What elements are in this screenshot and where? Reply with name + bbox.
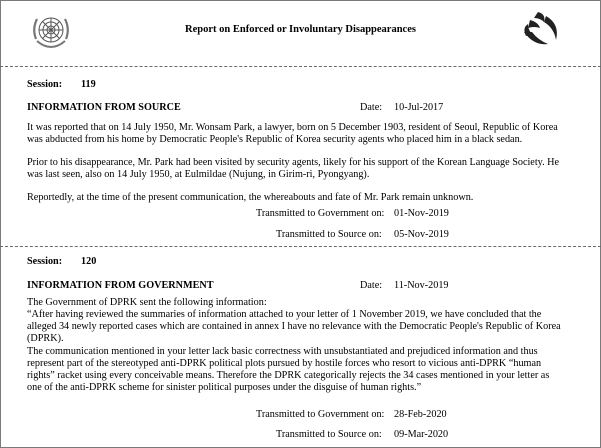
session-label: Session: — [27, 79, 63, 90]
session-label: Session: — [27, 256, 63, 267]
body-line: The Government of DPRK sent the following information: — [27, 297, 267, 308]
report-header — [0, 0, 601, 66]
info-heading: INFORMATION FROM GOVERNMENT — [27, 280, 214, 291]
transmitted-gov-label: Transmitted to Government on: — [256, 409, 385, 420]
separator-line — [0, 66, 601, 67]
body-line: rights” racket using every conceivable means. Therefore the DPRK categorically rejects the 34 cases mentioned in your letter as — [27, 370, 550, 381]
transmitted-src-label: Transmitted to Source on: — [276, 229, 382, 240]
body-line: “After having reviewed the summaries of information attached to your letter of 1 November 2019, we have concluded that the — [27, 309, 542, 320]
body-line: Prior to his disappearance, Mr. Park had been visited by security agents, likely for his support of the Korean Language Society. He — [27, 157, 560, 168]
transmitted-src-date: 05-Nov-2019 — [394, 229, 449, 240]
transmitted-src-label: Transmitted to Source on: — [276, 429, 382, 440]
body-line: was abducted from his home by Democratic People's Republic of Korea security agents who placed him in a black sedan. — [27, 134, 523, 145]
body-line: one of the anti-DPRK scheme for sinister political purposes under the disguise of human rights.” — [27, 382, 422, 393]
transmitted-gov-label: Transmitted to Government on: — [256, 208, 385, 219]
body-line: The communication mentioned in your letter lack basic correctness with unsubstantiated and prejudiced information and thus — [27, 346, 538, 357]
body-line: alleged 34 newly reported cases which are contained in annex I have no relevance with the Democratic People's Republic of Korea — [27, 321, 561, 332]
transmitted-gov-date: 01-Nov-2019 — [394, 208, 449, 219]
session-number: 120 — [81, 256, 97, 267]
body-line: It was reported that on 14 July 1950, Mr. Wonsam Park, a lawyer, born on 5 December 1903, resident of Seoul, Republic of Korea — [27, 122, 558, 133]
date-value: 10-Jul-2017 — [394, 102, 444, 113]
info-heading: INFORMATION FROM SOURCE — [27, 102, 181, 113]
date-value: 11-Nov-2019 — [394, 280, 449, 291]
transmitted-gov-date: 28-Feb-2020 — [394, 409, 447, 420]
transmitted-src-date: 09-Mar-2020 — [394, 429, 449, 440]
human-rights-logo-icon — [516, 10, 564, 50]
date-label: Date: — [360, 102, 383, 113]
body-line: Reportedly, at the time of the present communication, the whereabouts and fate of Mr. Park remain unknown. — [27, 192, 474, 203]
separator-line — [0, 246, 601, 247]
session-number: 119 — [81, 79, 96, 90]
date-label: Date: — [360, 280, 383, 291]
body-line: (DPRK). — [27, 333, 64, 344]
report-title: Report on Enforced or Involuntary Disappearances — [185, 24, 416, 35]
body-line: was last seen, also on 14 July 1950, at Eulmildae (Nujung, in Girim-ri, Pyongyang). — [27, 169, 370, 180]
body-line: represent part of the stereotyped anti-DPRK political plots pursued by hostile forces who resort to vicious anti-DPRK “human — [27, 358, 542, 369]
